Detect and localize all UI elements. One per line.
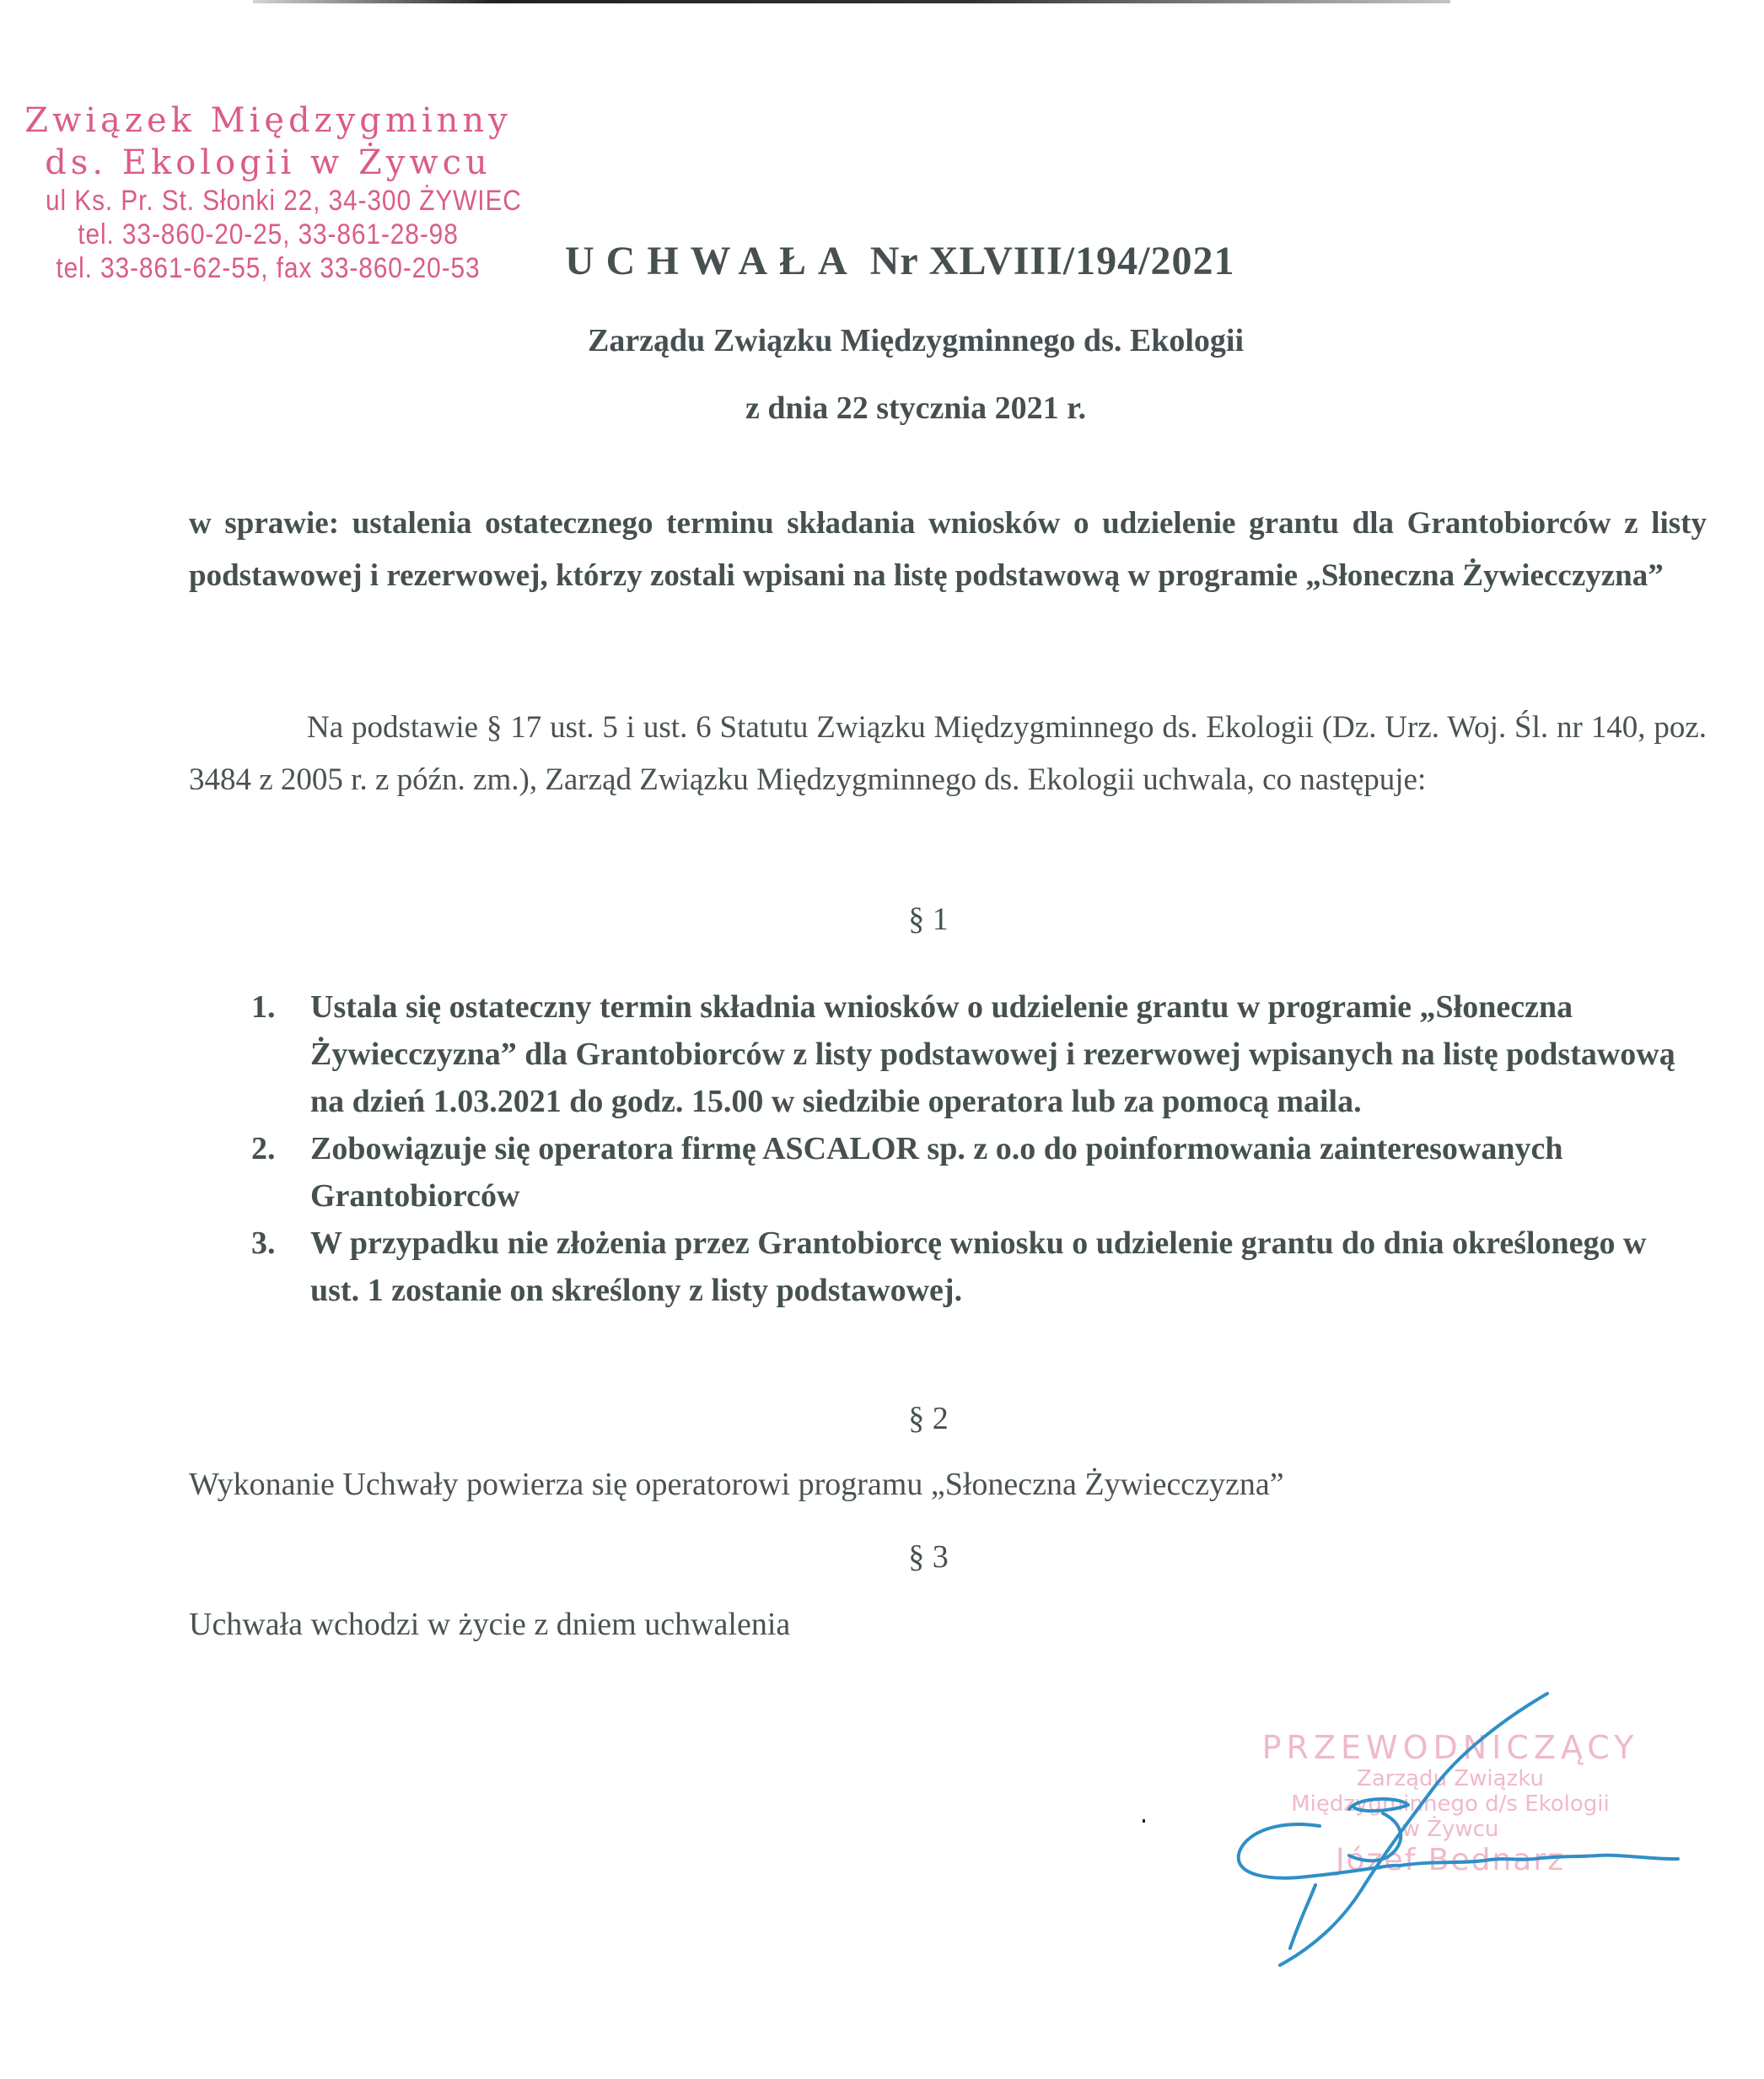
chairman-stamp-line-3: Międzygminnego d/s Ekologii xyxy=(1291,1791,1610,1817)
list-item-number: 2. xyxy=(251,1131,276,1166)
issuer-line: Zarządu Związku Międzygminnego ds. Ekologii xyxy=(587,323,1245,358)
signature-long-stroke xyxy=(1280,1694,1547,1965)
stamp-line-1: Związek Międzygminny xyxy=(24,101,512,140)
title-number: Nr XLVIII/194/2021 xyxy=(869,239,1235,283)
list-item-text: Ustala się ostateczny termin składnia wniosków o udzielenie grantu w programie „Słoneczna Żywiecczyzna” dla Grantobiorców z listy podstawowej i rezerwowej wpisanych na listę podstawową na dzień 1.03.2021 do godz. 15.00 w siedzibie operatora lub za pomocą maila. xyxy=(310,989,1675,1119)
list-item xyxy=(236,1220,1703,1314)
scan-edge-line xyxy=(253,0,1450,3)
list-item-text: Zobowiązuje się operatora firmę ASCALOR sp. z o.o do poinformowania zainteresowanych Grantobiorców xyxy=(310,1131,1563,1214)
legal-basis-paragraph: Na podstawie § 17 ust. 5 i ust. 6 Statutu Związku Międzygminnego ds. Ekologii (Dz. Urz. Woj. Śl. nr 140, poz. 3484 z 2005 r. z późn. zm.), Zarząd Związku Międzygminnego ds. Ekologii uchwala, co następuje: xyxy=(189,710,1707,797)
chairman-stamp-title: PRZEWODNICZĄCY xyxy=(1261,1729,1639,1766)
stamp-line-2: ds. Ekologii w Żywcu xyxy=(45,143,492,182)
section-1-list xyxy=(236,983,1703,1314)
section-1-heading: § 1 xyxy=(908,902,949,937)
signature-tail xyxy=(1400,1855,1678,1866)
section-3-text: Uchwała wchodzi w życie z dniem uchwalenia xyxy=(189,1607,791,1642)
date-line: z dnia 22 stycznia 2021 r. xyxy=(745,390,1086,426)
list-item xyxy=(236,983,1703,1125)
title-word: UCHWAŁA xyxy=(565,239,859,283)
organization-stamp xyxy=(15,100,521,285)
chairman-name: Józef Bednarz xyxy=(1335,1843,1566,1877)
list-item xyxy=(236,1125,1703,1220)
stamp-phone-1: tel. 33-860-20-25, 33-861-28-98 xyxy=(78,218,459,250)
handwritten-signature xyxy=(1180,1670,1686,1974)
chairman-stamp-line-2: Zarządu Związku xyxy=(1357,1766,1544,1791)
chairman-stamp-line-4: w Żywcu xyxy=(1401,1817,1499,1842)
scan-speck xyxy=(1143,1819,1145,1823)
section-3-heading: § 3 xyxy=(908,1539,949,1575)
list-item-number: 1. xyxy=(251,989,276,1025)
signature-upper-coil xyxy=(1349,1799,1408,1861)
list-item-text: W przypadku nie złożenia przez Grantobiorcę wniosku o udzielenie grantu do dnia określonego w ust. 1 zostanie on skreślony z listy podstawowej. xyxy=(310,1225,1647,1308)
section-2-heading: § 2 xyxy=(908,1401,949,1436)
stamp-address: ul Ks. Pr. St. Słonki 22, 34-300 ŻYWIEC xyxy=(46,185,522,217)
list-item-number: 3. xyxy=(251,1225,276,1261)
subject-paragraph: w sprawie: ustalenia ostatecznego terminu składania wniosków o udzielenie grantu dla Grantobiorców z listy podstawowej i rezerwowej, którzy zostali wpisani na listę podstawową w programie „Słoneczna Żywiecczyzna” xyxy=(189,506,1707,593)
document-title xyxy=(565,238,1307,284)
stamp-phone-fax: tel. 33-861-62-55, fax 33-860-20-53 xyxy=(56,252,481,284)
section-2-text: Wykonanie Uchwały powierza się operatorowi programu „Słoneczna Żywiecczyzna” xyxy=(189,1467,1284,1502)
signature-lower-stroke xyxy=(1290,1885,1315,1948)
